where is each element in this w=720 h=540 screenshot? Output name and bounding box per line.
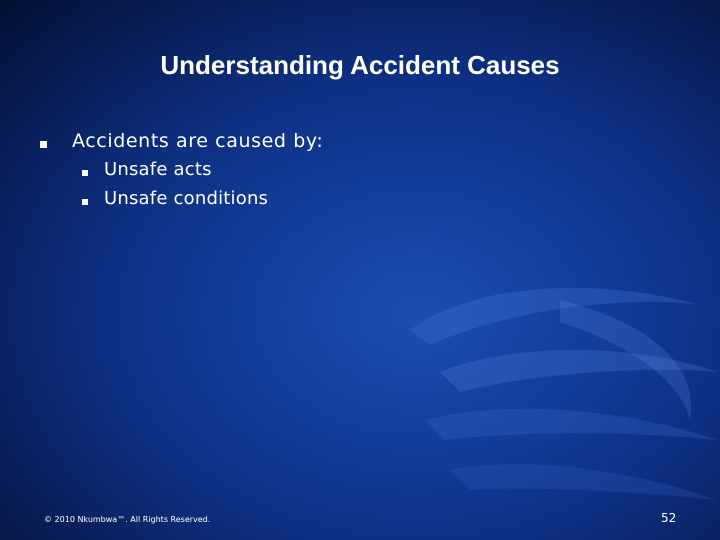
footer-copyright: © 2010 Nkumbwa™. All Rights Reserved. (44, 515, 211, 524)
bullet-text: Accidents are caused by: (72, 130, 324, 152)
sub-bullet-text: Unsafe acts (104, 159, 212, 180)
slide-title: Understanding Accident Causes (160, 50, 560, 80)
square-bullet-icon (40, 141, 47, 148)
square-bullet-icon (82, 170, 88, 176)
square-bullet-icon (82, 199, 88, 205)
page-number: 52 (661, 511, 677, 525)
sub-bullet-text: Unsafe conditions (104, 188, 269, 209)
